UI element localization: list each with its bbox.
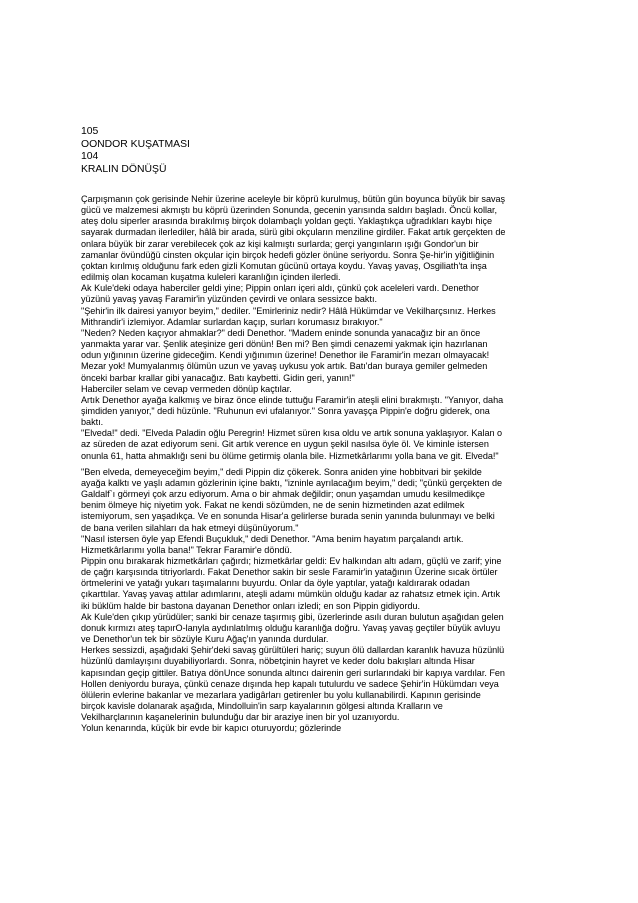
text-line: Hollen deniyordu buraya, çünkü cenaze dışında hep kapalı tutulurdu ve sadece Şehir'in Hükümdarı veya (81, 678, 499, 689)
text-line: "Elveda!" dedi. "Elveda Paladin oğlu Peregrin! Hizmet süren kısa oldu ve artık sonuna yaklaşıyor. Kalan o (81, 428, 503, 439)
chapter-title: KRALIN DÖNÜŞÜ (81, 163, 167, 175)
text-line: yüzünü yavaş yavaş Faramir'in yüzünden çevirdi ve onlara sessizce baktı. (81, 294, 377, 305)
text-line: çoktan kırılmış olduğunu fark eden gizli Komutan gücünü ortaya koydu. Yavaş yavaş, Osgiliath'ta inşa (81, 260, 487, 271)
text-line: "Ben elveda, demeyeceğim beyim," dedi Pippin diz çökerek. Sonra aniden yine hobbitvari bir şekilde (81, 466, 482, 477)
text-line: onunla 61, hatta ahmaklığı seni bu ölüme getirmiş olanla bile. Hizmetkârlarımı yolla bana ve git. Elveda!" (81, 450, 499, 461)
text-line: ölülerin evlerine bakanlar ve mezarlara yadigârları getirenler bu yolu kullanabilirdi. Kapının gerisinde (81, 689, 481, 700)
text-line: Artık Denethor ayağa kalkmış ve biraz önce elinde tuttuğu Faramir'in ateşli elini bırakmıştı. "Yanıyor, daha (81, 394, 504, 405)
body-text (81, 194, 567, 735)
text-line: "Nasıl istersen öyle yap Efendi Buçukluk," dedi Denethor. "Ama benim hayatım parçalandı artık. (81, 533, 464, 544)
text-line: benim ölmeye hiç niyetim yok. Fakat ne kendi sözümden, ne de senin hizmetinden azat edilmek (81, 500, 465, 511)
text-line: Ak Kule'den çıkıp yürüdüler; sanki bir cenaze taşırmış gibi, üzerlerinde asılı duran bulutun aşağıdan gelen (81, 611, 504, 622)
text-line: Mithrandir'i izlemiyor. Adamlar surlardan kaçıp, surları korumasız bırakıyor." (81, 316, 383, 327)
text-line: hüzünlü damlayışını duyabiliyorlardı. Sonra, nöbetçinin hayret ve keder dolu bakışları altında Hisar (81, 656, 475, 667)
text-line: edilmiş olan kocaman kuşatma kuleleri karanlığın içinden ilerledi. (81, 272, 341, 283)
text-line: yanmakta yarar var. Şenlik ateşinize geri dönün! Ben mi? Ben şimdi cenazemi yakmak için hazırlanan (81, 339, 488, 350)
text-line: örtmelerini ve yatağı yukarı taşımalarını buyurdu. Onlar da öyle yaptılar, yatağı kaldırarak odadan (81, 578, 470, 589)
text-line: Yolun kenarında, küçük bir evde bir kapıcı oturuyordu; gözlerinde (81, 723, 342, 734)
page-number-bottom: 104 (81, 151, 99, 163)
text-line: "Şehir'in ilk dairesi yanıyor beyim," dediler. "Emirleriniz nedir? Hâlâ Hükümdar ve Vekilharçsınız. Herkes (81, 305, 496, 316)
text-line: de çağrı karşısında titriyorlardı. Fakat Denethor sakin bir sesle Faramir'in yatağının Üzerine sıcak örtüler (81, 567, 498, 578)
text-line: iki büklüm halde bir bastona dayanan Denethor onları izledi; en son Pippin gidiyordu. (81, 600, 421, 611)
text-line: Galdalf`ı görmeyi çok arzu ediyorum. Ama o bir ahmak değildir; onun yaşamdan umudu kesilmedikçe (81, 489, 485, 500)
text-line: sayarak durmadan ilerlediler, hâlâ bir arada, sürü gibi okçuların menziline girdiler. Fakat artık gerçekten de (81, 227, 506, 238)
text-line: de bana verilen silahları da hak etmeyi düşünüyorum." (81, 522, 299, 533)
text-line: zamanlar övündüğü cinsten okçular için birçok hedefi gözler önüne seriyordu. Sonra Şe-hir'in yiğitliğinin (81, 249, 495, 260)
page-header (81, 126, 190, 176)
text-line: istemiyorum, sen yaşadıkça. Ve en sonunda Hisar'a gelirlerse burada senin yanında bulunmayı ve belki (81, 511, 495, 522)
text-line: onlara büyük bir zarar verebilecek çok az kişi kalmıştı surlarda; gerçi yangınların ışığı Gondor'un bir (81, 238, 479, 249)
text-line: Çarpışmanın çok gerisinde Nehir üzerine aceleyle bir köprü kurulmuş, bütün gün boyunca büyük bir savaş (81, 194, 506, 204)
text-line: "Neden? Neden kaçıyor ahmaklar?" dedi Denethor. "Madem eninde sonunda yanacağız bir an önce (81, 327, 481, 338)
text-line: Vekilharçlarının kaşanelerinin bulunduğu dar bir araziye inen bir yol uzanıyordu. (81, 712, 400, 723)
text-line: Mezar yok! Mumyalanmış ölümün uzun ve yavaş uykusu yok artık. Batı'dan buraya gemiler gelmeden (81, 361, 488, 372)
text-line: kapısından geçip gittiler. Batıya dönUnce sonunda altıncı dairenin geri surlarındaki bir kapıya vardılar. Fen (81, 667, 505, 678)
book-title: OONDOR KUŞATMASI (81, 138, 190, 150)
text-line: çıkarttılar. Yavaş yavaş attılar adımlarını, ateşli adamı mümkün olduğu kadar az rahatsız etmek için. Artık (81, 589, 501, 600)
text-line: birçok kavisle dolanarak aşağıda, Mindolluin'in sarp kayalarının gölgesi altında Kralların ve (81, 701, 443, 712)
page-number-top: 105 (81, 126, 99, 137)
text-line: odun yığınının üzerine gideceğim. Kendi yığınımın üzerine! Denethor ile Faramir'in mezarı olmayacak! (81, 350, 490, 361)
text-line: Ak Kule'deki odaya haberciler geldi yine; Pippin onları içeri aldı, çünkü çok aceleleri vardı. Denethor (81, 283, 479, 294)
text-line: ayağa kalktı ve yaşlı adamın gözlerinin içine baktı, "izninle ayrılacağım beyim," dedi; "çünkü gerçekten de (81, 477, 503, 488)
text-line: az süreden de azat ediyorum seni. Git artık verence en uygun şekil nasılsa öyle öl. Ve kiminle istersen (81, 439, 489, 450)
text-line: ateş dolu siperler arasında bırakılmış birçok dolambaçlı yoldan geçti. Yaklaştıkça uğradıkları kaybı hiçe (81, 216, 493, 227)
text-line: Pippin onu bırakarak hizmetkârları çağırdı; hizmetkârlar geldi: Ev halkından altı adam, güçlü ve zarif; yine (81, 556, 502, 566)
text-line: donuk kırmızı ateş tapırO-lanyla aydınlatılmış olduğu karanlığa doğru. Yavaş yavaş geçtiler büyük avluyu (81, 622, 501, 633)
text-line: önceki barbar krallar gibi yanacağız. Batı kaybetti. Gidin geri, yanın!" (81, 372, 355, 383)
text-line: baktı. (81, 417, 104, 428)
text-line: Hizmetkârlarımı yolla bana!" Tekrar Faramir'e döndü. (81, 544, 292, 555)
text-line: gücü ve malzemesi akmıştı bu köprü üzerinden Sonunda, gecenin yarısında saldırı başladı. Öncü kollar, (81, 205, 498, 216)
text-line: şimdiden yanıyor," dedi hüzünle. "Ruhunun evi ufalanıyor." Sonra yavaşça Pippin'e doğru giderek, ona (81, 405, 490, 416)
text-line: ve Denethor'un tek bir sözüyle Kuru Ağaç'ın yanında durdular. (81, 634, 329, 645)
text-line: Herkes sessizdi, aşağıdaki Şehir'deki savaş gürültüleri hariç; suyun ölü dallardan karanlık havuza hüzünlü (81, 645, 505, 656)
text-line: Haberciler selam ve cevap vermeden dönüp kaçtılar. (81, 383, 292, 394)
